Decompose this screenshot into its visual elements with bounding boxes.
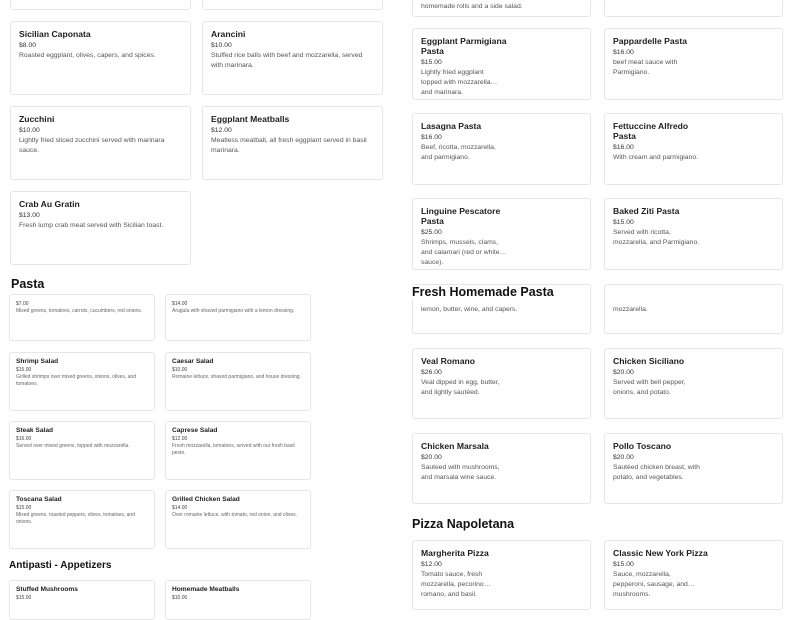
item-name: Eggplant Meatballs [211, 114, 290, 124]
item-name: Grilled Chicken Salad [172, 496, 240, 503]
menu-card[interactable] [604, 198, 783, 270]
item-price: $20.00 [613, 369, 634, 376]
menu-card[interactable] [165, 294, 311, 341]
item-price: $7.00 [16, 301, 29, 307]
item-name: Chicken Siciliano [613, 356, 685, 366]
item-description: mozzarella. [613, 306, 648, 313]
item-name: Toscana Salad [16, 496, 62, 503]
menu-card[interactable] [604, 540, 783, 610]
item-name: Homemade Meatballs [172, 586, 240, 593]
item-price: $15.00 [16, 595, 32, 601]
item-description: Fresh lump crab meat served with Sicilian toast. [19, 222, 164, 229]
section-heading-pizza: Pizza Napoletana [412, 517, 515, 531]
item-description: Sautéed chicken breast, with potato, and vegetables. [613, 464, 700, 481]
menu-card-partial[interactable] [604, 0, 783, 17]
menu-card[interactable] [412, 113, 591, 185]
menu-card[interactable] [202, 106, 383, 180]
menu-card[interactable] [604, 113, 783, 185]
item-price: $10.00 [172, 595, 188, 601]
item-name: Steak Salad [16, 427, 54, 434]
item-price: $12.00 [172, 436, 188, 442]
menu-card[interactable] [412, 433, 591, 504]
item-description: lemon, butter, wine, and capers. [421, 306, 518, 313]
menu-card[interactable] [9, 294, 155, 341]
menu-card[interactable] [10, 106, 191, 180]
item-description: Mixed greens, tomatoes, carrots, cucumbers, red onions. [16, 308, 143, 314]
item-name: Crab Au Gratin [19, 199, 80, 209]
item-description: Shrimps, mussels, clams, and calamari (red or white sauce). [421, 239, 500, 266]
item-price: $8.00 [19, 42, 37, 49]
item-price: $15.00 [613, 561, 634, 568]
item-description: Mixed greens, roasted peppers, olives, tomatoes, and onions. [16, 512, 135, 525]
item-description: Arugula with shaved parmigiano with a lemon dressing. [172, 308, 295, 314]
menu-card[interactable] [165, 421, 311, 480]
menu-card[interactable] [165, 490, 311, 549]
item-price: $26.00 [421, 369, 442, 376]
menu-card[interactable] [10, 21, 191, 95]
item-description: Romaine lettuce, shaved parmigiano, and house dressing. [172, 374, 301, 380]
menu-card[interactable] [9, 490, 155, 549]
menu-card[interactable] [9, 580, 155, 620]
item-description: Meatless meatball, all fresh eggplant served in basil marinara. [211, 137, 367, 154]
item-description: Served with bell pepper, onions, and potato. [613, 379, 686, 396]
item-name: Zucchini [19, 114, 55, 124]
item-price: $16.00 [613, 144, 634, 151]
item-price: $15.00 [421, 59, 442, 66]
item-price: $16.00 [421, 134, 442, 141]
item-price: $13.00 [19, 212, 40, 219]
left-menu-panel[interactable] [0, 0, 400, 600]
item-description: Roasted eggplant, olives, capers, and spices. [19, 52, 156, 59]
item-name: Pollo Toscano [613, 441, 672, 451]
item-name: Classic New York Pizza [613, 548, 708, 558]
menu-card[interactable] [604, 28, 783, 100]
item-price: $10.00 [19, 127, 40, 134]
item-name: Sicilian Caponata [19, 29, 91, 39]
item-name: Eggplant Parmigiana Pasta [421, 36, 507, 56]
item-price: $16.00 [16, 436, 32, 442]
item-description: With cream and parmigiano. [613, 154, 698, 161]
item-name: Baked Ziti Pasta [613, 206, 680, 216]
item-price: $10.00 [211, 42, 232, 49]
right-menu-panel[interactable] [400, 0, 800, 600]
item-description: Sauteed with mushrooms, and marsala wine sauce. [421, 464, 500, 481]
item-description: Grilled shrimps over mixed greens, onions, olives, and tomatoes. [16, 374, 137, 387]
section-heading-pasta: Pasta [11, 277, 45, 291]
menu-card[interactable] [202, 21, 383, 95]
item-description: Fresh mozzarella, tomatoes, served with our fresh basil pesto. [172, 443, 295, 456]
item-name: Veal Romano [421, 356, 475, 366]
item-description: Served over mixed greens, topped with mozzarella. [16, 443, 130, 449]
item-price: $14.00 [172, 505, 188, 511]
item-description: Beef, ricotta, mozzarella, and parmigiano. [421, 144, 496, 161]
menu-card[interactable] [604, 348, 783, 419]
item-name: Shrimp Salad [16, 358, 59, 365]
section-heading-antipasti: Antipasti - Appetizers [9, 560, 112, 571]
item-price: $20.00 [421, 454, 442, 461]
item-name: Stuffed Mushrooms [16, 586, 78, 593]
menu-card[interactable] [165, 352, 311, 411]
item-name: Linguine Pescatore Pasta [421, 206, 501, 226]
menu-card[interactable] [604, 433, 783, 504]
menu-card-partial[interactable] [604, 284, 783, 334]
menu-card[interactable] [9, 421, 155, 480]
item-name: Fettuccine Alfredo Pasta [613, 121, 689, 141]
item-price: $12.00 [211, 127, 232, 134]
item-description: Stuffed rice balls with beef and mozzarella, served with marinara. [211, 52, 363, 69]
item-price: $25.00 [421, 229, 442, 236]
menu-card-partial[interactable] [202, 0, 383, 10]
item-name: Arancini [211, 29, 246, 39]
item-description: Over romaine lettuce, with tomato, red onion, and olives. [172, 512, 298, 518]
menu-card[interactable] [412, 348, 591, 419]
menu-card-partial[interactable] [412, 0, 591, 17]
menu-card[interactable] [412, 198, 591, 270]
menu-card[interactable] [412, 540, 591, 610]
item-price: $15.00 [613, 219, 634, 226]
item-description: Tomato sauce, fresh mozzarella, pecorino romano, and basil. [421, 571, 484, 598]
item-price: $20.00 [613, 454, 634, 461]
item-name: Pappardelle Pasta [613, 36, 688, 46]
item-description: Sauce, mozzarella, pepperoni, sausage, and mushrooms. [613, 571, 688, 598]
menu-card[interactable] [9, 352, 155, 411]
item-name: Chicken Marsala [421, 441, 489, 451]
item-description: homemade rolls and a side salad. [421, 3, 523, 10]
item-price: $16.00 [613, 49, 634, 56]
item-price: $15.00 [16, 505, 32, 511]
item-name: Margherita Pizza [421, 548, 489, 558]
menu-card-partial[interactable] [10, 0, 191, 10]
item-price: $14.00 [172, 301, 188, 307]
item-description: Served with ricotta, mozzarella, and Parmigiano. [613, 229, 700, 246]
item-name: Caesar Salad [172, 358, 214, 365]
section-heading-fresh-pasta: Fresh Homemade Pasta [412, 285, 554, 299]
item-description: Lightly fried sliced zucchini served with marinara sauce. [19, 137, 165, 154]
item-description: beef meat sauce with Parmigiano. [613, 59, 678, 76]
item-price: $12.00 [421, 561, 442, 568]
item-price: $10.00 [172, 367, 188, 373]
menu-card[interactable] [10, 191, 191, 265]
menu-card[interactable] [412, 28, 591, 100]
item-name: Caprese Salad [172, 427, 218, 434]
item-price: $15.00 [16, 367, 32, 373]
item-description: Veal dipped in egg, butter, and lightly sautéed. [421, 379, 500, 396]
item-description: Lightly fried eggplant topped with mozzarella and marinara. [421, 69, 491, 96]
menu-card[interactable] [165, 580, 311, 620]
item-name: Lasagna Pasta [421, 121, 482, 131]
